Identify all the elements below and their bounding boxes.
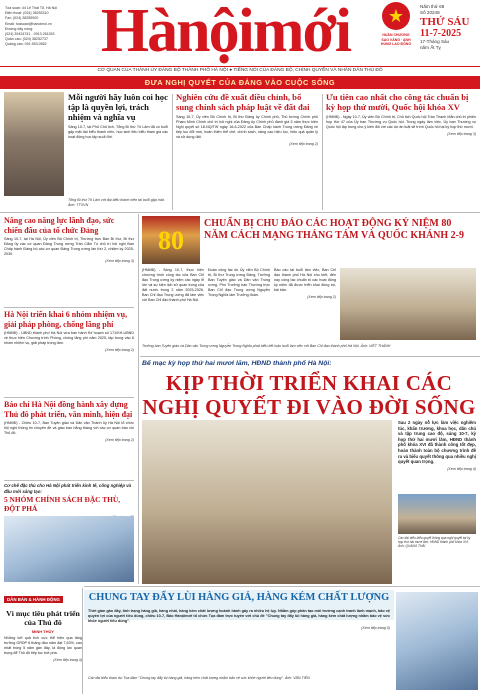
caption-text: Các đại biểu tham dự Tọa đàm "Chung tay đẩy lùi hàng giả, hàng kém chất lượng nhằm bảo vệ sức khỏe người tiêu dùng". xyxy=(88,676,284,680)
divider xyxy=(4,480,134,481)
left-story-3[interactable] xyxy=(4,400,134,442)
lunar-year: năm Ất Tỵ xyxy=(420,45,441,50)
svg-text:80: 80 xyxy=(158,226,184,255)
headline[interactable]: Mỗi người hãy luôn coi học tập là quyền lợi, trách nhiệm và nghĩa vụ xyxy=(68,92,168,122)
lead-photo xyxy=(4,92,64,196)
story-body: Thời gian gần đây, tình trạng hàng giả, hàng nhái, hàng kém chất lượng hoành hành gây ra nhiều hệ lụy. Nhằm góp phần tạo môi trường cạnh tranh lành mạnh, bảo vệ quyền lợi của người tiêu dùng, chiều 10-7, Báo Hànộimới tổ chức Tọa đàm trực tuyến với chủ đề "Chung tay đẩy lùi hàng giả, hàng kém chất lượng nhằm bảo vệ sức khỏe người tiêu dùng". xyxy=(88,609,390,623)
story-body: Sáng 10-7, Ủy viên Bộ Chính trị, Bí thư Đảng ủy Chính phủ, Thủ tướng Chính phủ Phạm Minh Chính chủ trì hội nghị của Đảng ủy Chính phủ đánh giá 5 năm thực hiện Nghị quyết số 18-NQ/TW ngày 16-6-2022 của Ban Chấp hành Trung ương Đảng về tiếp tục đổi mới, hoàn thiện thể chế, chính sách, nâng cao hiệu lực, hiệu quả quản lý và sử dụng đất. xyxy=(176,115,318,139)
feature-lead: Sau 2 ngày nỗ lực làm việc nghiêm túc, khẩn trương, khoa học, dân chủ và tập trung cao độ, sáng 10-7, kỳ họp thứ hai mươi lăm, HĐND thành phố khóa XVI đã thành công tốt đẹp, hoàn thành toàn bộ chương trình đề ra và biểu quyết thông qua nhiều nghị quyết quan trọng. xyxy=(398,420,476,465)
divider xyxy=(138,214,139,584)
photo-credit: Ảnh: VĂN TIẾN xyxy=(284,676,310,680)
top-story-2[interactable] xyxy=(176,92,318,146)
contact-line: Quản cáo: (024) 38252737 xyxy=(5,37,48,42)
issue-date: 11-7-2025 xyxy=(420,28,462,39)
left-story-1[interactable] xyxy=(4,216,134,263)
photo-caption xyxy=(142,344,476,349)
vote-photo xyxy=(398,494,476,534)
divider xyxy=(4,307,134,308)
masthead-contact xyxy=(5,6,85,48)
caption-text: Tổng Bí thư Tô Lâm với đại biểu thanh niên tại buổi gặp mặt. xyxy=(68,198,165,202)
author: MINH THỦY xyxy=(31,629,55,634)
star-medal-icon: ★ xyxy=(382,2,410,30)
continued-link[interactable]: (Xem tiếp trang 5) xyxy=(361,626,390,630)
top-story-3[interactable] xyxy=(326,92,476,136)
center-story[interactable] xyxy=(204,218,476,241)
contact-line: Tòa soạn: 44 Lê Thái Tổ, Hà Nội xyxy=(5,6,58,10)
photo-credit: Ảnh: VIẾT THÀNH xyxy=(360,344,391,348)
contact-line: Quảng cáo: 091.553.0552 xyxy=(5,42,47,47)
divider xyxy=(84,586,480,587)
photo-caption xyxy=(68,198,168,207)
center-col-1 xyxy=(142,268,204,303)
contact-line: Điện thoại: (024) 38253310 xyxy=(5,11,49,16)
issue-number: Số 20248 xyxy=(420,10,440,15)
section-banner: ĐƯA NGHỊ QUYẾT CỦA ĐẢNG VÀO CUỘC SỐNG xyxy=(0,76,480,89)
contact-line: Đường dây nóng: xyxy=(5,26,34,31)
contact-line: Email: toasoan@hanoimoi.vn xyxy=(5,21,52,26)
note-title[interactable]: 5 NHÓM CHÍNH SÁCH ĐẶC THÙ, ĐỘT PHÁ xyxy=(4,495,121,513)
story-body: Đoàn công tác do Ủy viên Bộ Chính trị, Bí thư Trung ương Đảng, Trưởng Ban Tuyên giáo và Dân vận Trung ương, Phó Trưởng ban Thường trực Ban Chỉ đạo Trung ương Nguyễn Trọng Nghĩa làm Trưởng đoàn. xyxy=(208,268,270,297)
note-lead: Cơ chế đặc thù cho Hà Nội phát triển kinh tế, công nghiệp và đầu mới sáng tạo: xyxy=(4,483,132,494)
headline[interactable]: Hà Nội triển khai 6 nhóm nhiệm vụ, giải pháp phòng, chống lãng phí xyxy=(4,310,128,329)
feature-sidebar xyxy=(398,420,476,471)
issue-day: THỨ SÁU xyxy=(420,16,470,28)
story-body: (HNMĐ) - Sáng 10-7, thực hiện chương trình công tác của Ban Chỉ đạo Trung ương kỷ niệm các ngày lễ lớn và sự kiện lịch sử quan trọng của đất nước trong 2 năm 2025-2026, Ban Chỉ đạo Trung ương đã làm việc với Ban Chỉ đạo thành phố Hà Nội. xyxy=(142,268,204,302)
contact-line: (024) 39424741 - 0913 261263 xyxy=(5,32,55,37)
story-body: Sáng 10-7, tại Phủ Chủ tịch, Tổng Bí thư Tô Lâm đã có buổi gặp mặt đại biểu thanh niên, học sinh tiêu biểu tham gia các hoạt động học tập suốt đời. xyxy=(68,125,168,139)
center-col-3 xyxy=(274,268,336,299)
photo-caption xyxy=(88,676,390,681)
photo-credit: Ảnh: QUANG THÁI xyxy=(398,544,426,548)
divider xyxy=(4,397,134,398)
forum-photo xyxy=(396,592,478,690)
badge-text: HUÂN CHƯƠNG SAO VÀNG · ANH HÙNG LAO ĐỘNG xyxy=(380,33,412,46)
award-badge xyxy=(380,2,412,54)
continued-link[interactable]: (Xem tiếp trang 4) xyxy=(447,466,476,471)
inset-caption xyxy=(398,536,476,548)
short-note[interactable] xyxy=(4,483,134,519)
headline[interactable]: Vì mục tiêu phát triển của Thủ đô xyxy=(6,609,80,627)
continued-link[interactable]: (Xem tiếp trang 2) xyxy=(307,295,336,299)
issue-year: Năm thứ 68 xyxy=(420,4,445,9)
anniversary-emblem xyxy=(142,216,200,264)
continued-link[interactable]: (Xem tiếp trang 3) xyxy=(105,259,134,263)
tagline: CƠ QUAN CỦA THÀNH ỦY ĐẢNG BỘ THÀNH PHỐ HÀ NỘI ● TIẾNG NÓI CỦA ĐẢNG BỘ, CHÍNH QUYỀN VÀ NHÂN DÂN THỦ ĐÔ xyxy=(0,66,480,75)
headline[interactable]: CHUẨN BỊ CHU ĐÁO CÁC HOẠT ĐỘNG KỶ NIỆM 80 NĂM CÁCH MẠNG THÁNG TÁM VÀ QUỐC KHÁNH 2-9 xyxy=(204,218,464,241)
headline[interactable]: KỊP THỜI TRIỂN KHAI CÁC NGHỊ QUYẾT ĐI VÀO ĐỜI SỐNG xyxy=(142,371,476,419)
divider xyxy=(140,356,480,357)
caption-text: Các đại biểu biểu quyết thông qua nghị quyết tại kỳ họp thứ hai mươi lăm, HĐND thành phố khóa XVI. xyxy=(398,536,471,544)
kicker: Bế mạc kỳ họp thứ hai mươi lăm, HĐND thành phố Hà Nội: xyxy=(142,360,332,367)
divider xyxy=(82,588,83,694)
headline[interactable]: Nâng cao năng lực lãnh đạo, sức chiến đấu của tổ chức Đảng xyxy=(4,216,115,235)
continued-link[interactable]: (Xem tiếp trang 2) xyxy=(289,142,318,146)
bottom-story[interactable] xyxy=(88,592,390,630)
section-tag: DÂN BÀN & HÀNH ĐỘNG xyxy=(4,596,63,603)
masthead xyxy=(0,0,480,66)
story-body: (HNMĐ) - Chiều 10-7, Ban Tuyên giáo và Dân vận Thành ủy Hà Nội tổ chức hội nghị thông tin chuyên đề và giao ban hằng tháng với các cơ quan báo chí Thủ đô. xyxy=(4,421,134,435)
council-photo xyxy=(142,420,392,584)
caption-text: Trưởng ban Tuyên giáo và Dân vận Trung ương Nguyễn Trọng Nghĩa phát biểu kết luận buổi làm việc với Ban Chỉ đạo thành phố Hà Nội. xyxy=(142,344,360,348)
headline[interactable]: CHUNG TAY ĐẨY LÙI HÀNG GIẢ, HÀNG KÉM CHẤT LƯỢNG xyxy=(88,592,390,603)
story-body: (HNMĐ) - Ngày 10-7, Ủy viên Bộ Chính trị, Chủ tịch Quốc hội Trần Thanh Mẫn chủ trì phiên họp thứ 47 của Ủy ban Thường vụ Quốc hội. Trong ngày làm việc, Ủy ban Thường vụ Quốc hội tập trung cho ý kiến đối với các dự án luật sẽ trình Quốc hội tại kỳ họp thứ mười. xyxy=(326,115,476,129)
feature-story[interactable] xyxy=(142,360,476,419)
issue-info xyxy=(420,4,476,51)
top-story-1[interactable] xyxy=(68,92,168,140)
headline[interactable]: Báo chí Hà Nội đồng hành xây dựng Thủ đô phát triển, văn minh, hiện đại xyxy=(4,400,133,419)
continued-link[interactable]: (Xem tiếp trang 2) xyxy=(105,438,134,442)
story-body: Sáng 10-7, tại Hà Nội, Ủy viên Bộ Chính trị, Thường trực Ban Bí thư, Bí thư Đảng ủy các cơ quan Đảng Trung ương Trần Cẩm Tú chủ trì hội nghị Ban Chấp hành Đảng bộ các cơ quan Đảng Trung ương lần thứ 2, nhiệm kỳ 2025-2030. xyxy=(4,237,134,256)
continued-link[interactable]: (Xem tiếp trang 4) xyxy=(53,658,82,662)
story-body: Báo cáo tại buổi làm việc, Ban Chỉ đạo thành phố Hà Nội cho biết, đến nay công tác chuẩn bị các hoạt động kỷ niệm đã được triển khai đồng bộ, bài bản. xyxy=(274,268,336,292)
meeting-photo xyxy=(340,268,476,340)
left-story-2[interactable] xyxy=(4,310,134,352)
story-body: (HNMĐ) - UBND thành phố Hà Nội vừa ban hành Kế hoạch số 171/KH-UBND về thực hiện Chương trình Phòng, chống lãng phí năm 2025, tập trung vào 6 nhóm nhiệm vụ, giải pháp trọng tâm. xyxy=(4,331,134,345)
eighty-years-icon xyxy=(142,216,200,264)
opinion-box[interactable] xyxy=(4,588,82,662)
divider xyxy=(322,94,323,210)
headline[interactable]: Ưu tiên cao nhất cho công tác chuẩn bị kỳ họp thứ mười, Quốc hội khóa XV xyxy=(326,92,469,112)
lunar-date: 17-Tháng Sáu xyxy=(420,39,450,44)
center-col-2 xyxy=(208,268,270,298)
story-body: Những kết quả tích cực thể hiện qua tăng trưởng GRDP 6 tháng đầu năm đạt 7,63%, cao nhất trong 5 năm gần đây, là động lực quan trọng để Thủ đô tiếp tục bứt phá. xyxy=(4,636,82,655)
continued-link[interactable]: (Xem tiếp trang 2) xyxy=(105,348,134,352)
lab-photo xyxy=(4,516,134,582)
headline[interactable]: Nghiên cứu đề xuất điều chỉnh, bổ sung chính sách pháp luật về đất đai xyxy=(176,92,310,112)
photo-credit: Ảnh: TTXVN xyxy=(68,202,89,207)
contact-line: Fax: (024) 38255920 xyxy=(5,16,39,21)
continued-link[interactable]: (Xem tiếp trang 3) xyxy=(447,132,476,136)
divider xyxy=(0,212,480,213)
newspaper-logo: Hànộimới xyxy=(100,0,351,65)
divider xyxy=(172,94,173,210)
